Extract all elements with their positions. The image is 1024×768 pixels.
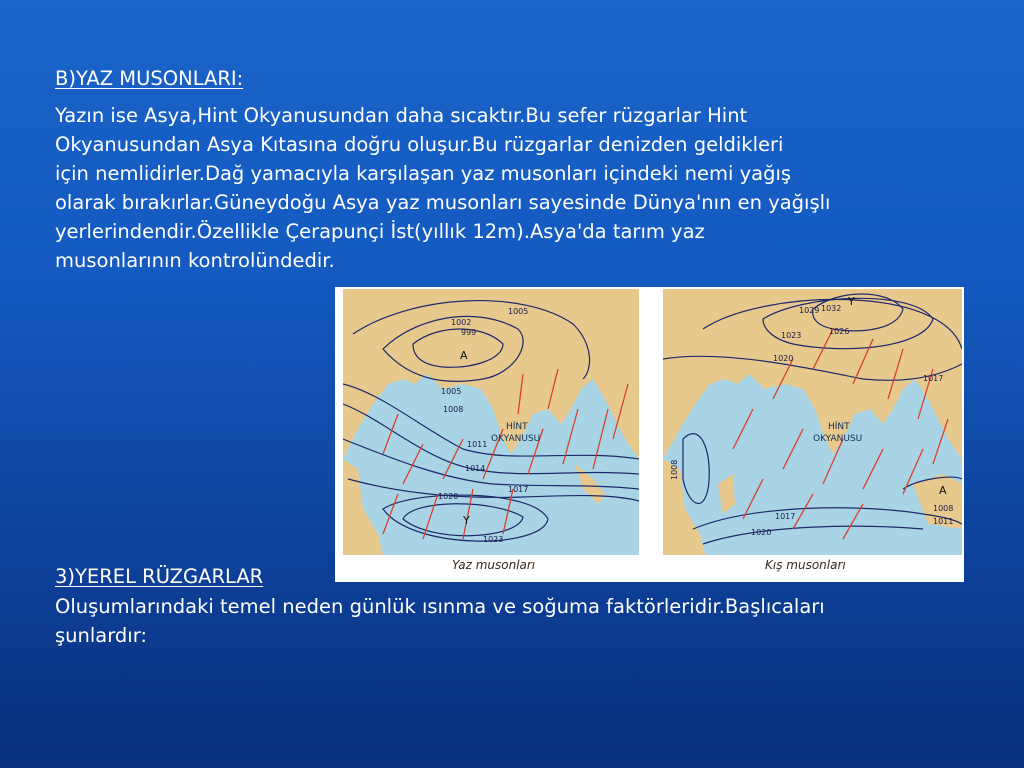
ocean-label: OKYANUSU	[491, 434, 541, 444]
ocean-label: HİNT	[506, 422, 528, 432]
summer-monsoon-map	[343, 289, 639, 555]
pressure-center-label: Y	[463, 514, 470, 527]
body-line: şunlardır:	[55, 624, 147, 647]
isobar-label: 1017	[923, 374, 944, 383]
winter-map-caption: Kış musonları	[765, 558, 846, 572]
isobar-label: 1005	[441, 387, 462, 396]
body-line: Yazın ise Asya,Hint Okyanusundan daha sıcaktır.Bu sefer rüzgarlar Hint	[55, 104, 748, 127]
section-body-yaz-musonlari	[55, 101, 995, 275]
isobar-label: 1023	[483, 535, 504, 544]
isobar-label: 1008	[670, 459, 679, 480]
body-line: yerlerindendir.Özellikle Çerapunçi İst(yıllık 12m).Asya'da tarım yaz	[55, 220, 705, 243]
isobar-label: 999	[461, 328, 477, 337]
isobar-label: 1017	[508, 485, 529, 494]
section-heading-yerel-ruzgarlar: 3)YEREL RÜZGARLAR	[55, 565, 264, 588]
isobar-label: 1002	[451, 318, 472, 327]
body-line: Oluşumlarındaki temel neden günlük ısınma ve soğuma faktörleridir.Başlıcaları	[55, 595, 825, 618]
winter-monsoon-map	[663, 289, 962, 555]
isobar-label: 1008	[933, 504, 954, 513]
isobar-label: 1008	[443, 405, 464, 414]
isobar-label: 1020	[438, 492, 459, 501]
isobar-label: 1011	[933, 517, 954, 526]
body-line: için nemlidirler.Dağ yamacıyla karşılaşan yaz musonları içindeki nemi yağış	[55, 162, 792, 185]
isobar-label: 1005	[508, 307, 529, 316]
body-line: musonlarının kontrolündedir.	[55, 249, 335, 272]
ocean-label: OKYANUSU	[813, 434, 863, 444]
pressure-center-label: A	[460, 349, 468, 362]
summer-map-caption: Yaz musonları	[452, 558, 536, 572]
ocean-label: HİNT	[828, 422, 850, 432]
isobar-label: 1017	[775, 512, 796, 521]
isobar-label: 1029	[799, 306, 820, 315]
isobar-label: 1020	[751, 528, 772, 537]
body-line: olarak bırakırlar.Güneydoğu Asya yaz musonları sayesinde Dünya'nın en yağışlı	[55, 191, 831, 214]
monsoon-maps-figure	[335, 287, 964, 582]
section-body-yerel-ruzgarlar	[55, 592, 1005, 650]
section-heading-yaz-musonlari: B)YAZ MUSONLARI:	[55, 67, 244, 90]
isobar-label: 1011	[467, 440, 488, 449]
isobar-label: 1026	[829, 327, 850, 336]
isobar-label: 1032	[821, 304, 842, 313]
isobar-label: 1023	[781, 331, 802, 340]
body-line: Okyanusundan Asya Kıtasına doğru oluşur.Bu rüzgarlar denizden geldikleri	[55, 133, 784, 156]
isobar-label: 1014	[465, 464, 486, 473]
pressure-center-label: Y	[848, 295, 855, 308]
pressure-center-label: A	[939, 484, 947, 497]
isobar-label: 1020	[773, 354, 794, 363]
